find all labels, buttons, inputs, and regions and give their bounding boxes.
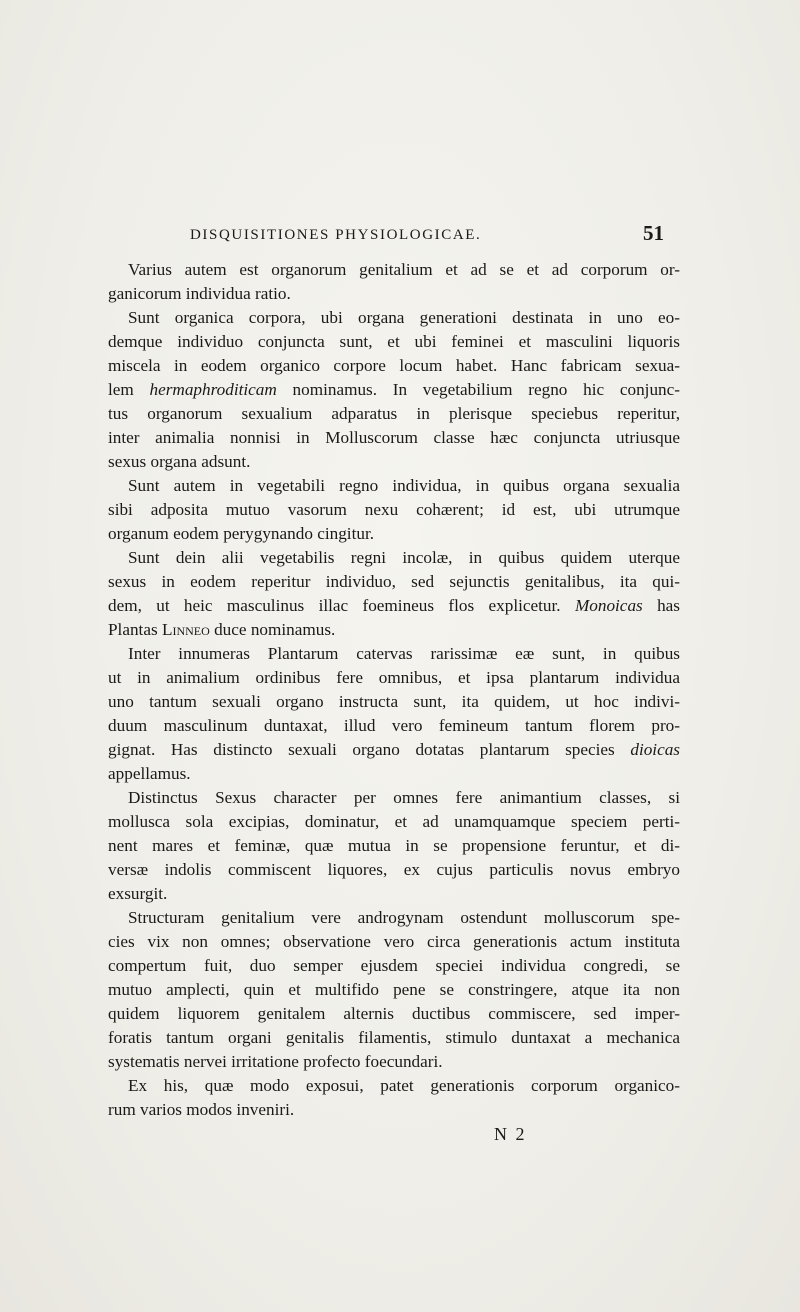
text-line: quidem liquorem genitalem alternis ductibus commiscere, sed imper- <box>108 1004 680 1023</box>
text-line: gignat. Has distincto sexuali organo dotatas plantarum species dioicas <box>108 740 680 759</box>
text-line: ganicorum individua ratio. <box>108 284 291 303</box>
text-line: Distinctus Sexus character per omnes fere animantium classes, si <box>128 788 680 807</box>
text-line: mollusca sola excipias, dominatur, et ad unamquamque speciem perti- <box>108 812 680 831</box>
text-line: rum varios modos inveniri. <box>108 1100 295 1119</box>
text-line: foratis tantum organi genitalis filamentis, stimulo duntaxat a mechanica <box>108 1028 680 1047</box>
text-line: Ex his, quæ modo exposui, patet generationis corporum organico- <box>128 1076 680 1095</box>
text-line: Plantas Linneo duce nominamus. <box>108 620 336 639</box>
text-line: dem, ut heic masculinus illac foemineus flos explicetur. Monoicas has <box>108 596 680 615</box>
text-line: exsurgit. <box>108 884 168 903</box>
text-line: ut in animalium ordinibus fere omnibus, et ipsa plantarum individua <box>108 668 680 687</box>
text-line: duum masculinum duntaxat, illud vero femineum tantum florem pro- <box>108 716 680 735</box>
text-line: compertum fuit, duo semper ejusdem speciei individua congredi, se <box>108 956 680 975</box>
text-line: Structuram genitalium vere androgynam ostendunt molluscorum spe- <box>128 908 680 927</box>
text-line: mutuo amplecti, quin et multifido pene se constringere, atque ita non <box>108 980 680 999</box>
text-line: tus organorum sexualium adparatus in plerisque speciebus reperitur, <box>108 404 680 423</box>
page-number: 51 <box>643 221 664 245</box>
text-line: inter animalia nonnisi in Molluscorum classe hæc conjuncta utriusque <box>108 428 680 447</box>
signature-mark: N 2 <box>494 1124 527 1144</box>
text-line: Sunt dein alii vegetabilis regni incolæ, in quibus quidem uterque <box>128 548 680 567</box>
body-text <box>108 258 680 1122</box>
text-line: systematis nervei irritatione profecto foecundari. <box>108 1052 443 1071</box>
text-line: Sunt organica corpora, ubi organa generationi destinata in uno eo- <box>128 308 680 327</box>
text-line: cies vix non omnes; observatione vero circa generationis actum instituta <box>108 932 680 951</box>
text-line: uno tantum sexuali organo instructa sunt, ita quidem, ut hoc indivi- <box>108 692 680 711</box>
text-line: lem hermaphroditicam nominamus. In vegetabilium regno hic conjunc- <box>108 380 680 399</box>
text-line: Inter innumeras Plantarum catervas rarissimæ eæ sunt, in quibus <box>128 644 680 663</box>
text-line: miscela in eodem organico corpore locum habet. Hanc fabricam sexua- <box>108 356 680 375</box>
text-line: sibi adposita mutuo vasorum nexu cohærent; id est, ubi utrumque <box>108 500 680 519</box>
text-line: organum eodem perygynando cingitur. <box>108 524 375 543</box>
text-line: demque individuo conjuncta sunt, et ubi feminei et masculini liquoris <box>108 332 680 351</box>
text-line: sexus organa adsunt. <box>108 452 251 471</box>
text-line: appellamus. <box>108 764 191 783</box>
page-header <box>186 221 666 251</box>
text-line: nent mares et feminæ, quæ mutua in se propensione feruntur, et di- <box>108 836 680 855</box>
text-line: Varius autem est organorum genitalium et ad se et ad corporum or- <box>128 260 680 279</box>
text-line: Sunt autem in vegetabili regno individua, in quibus organa sexualia <box>128 476 680 495</box>
text-line: sexus in eodem reperitur individuo, sed sejunctis genitalibus, ita qui- <box>108 572 680 591</box>
running-title: DISQUISITIONES PHYSIOLOGICAE. <box>190 227 482 243</box>
text-line: versæ indolis commiscent liquores, ex cujus particulis novus embryo <box>108 860 680 879</box>
